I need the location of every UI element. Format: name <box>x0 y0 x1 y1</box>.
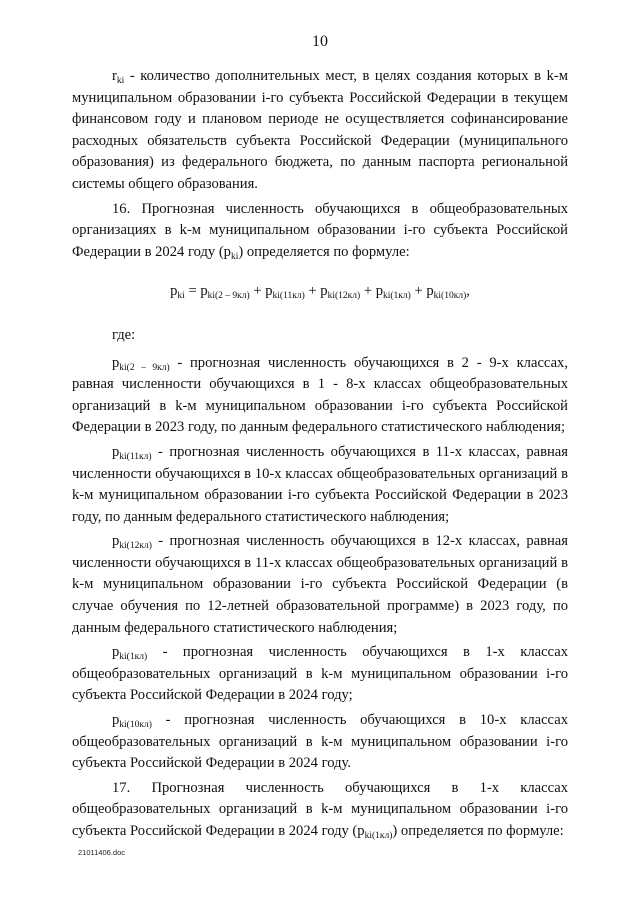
formula-end: , <box>466 283 470 300</box>
item-17-text-before: 17. Прогнозная численность обучающихся в 1-х классах общеобразовательных организаций в k-м муниципальном образовании i-го субъекта Российской Федерации в 2024 году (p <box>72 779 568 839</box>
def-p-ki-2-9 <box>72 353 568 439</box>
file-name-footer: 21011406.doc <box>78 848 125 857</box>
item-16-text-after: ) определяется по формуле: <box>238 243 410 260</box>
item-17-subscript: ki(1кл) <box>364 831 393 841</box>
item-17-text-after: ) определяется по формуле: <box>392 823 564 839</box>
def-subscript: ki(10кл) <box>119 720 152 731</box>
r-ki-subscript: ki <box>116 76 125 86</box>
def-p-ki-11 <box>72 442 568 528</box>
formula-lhs-subscript: ki <box>177 291 185 302</box>
item-16-paragraph <box>72 199 568 264</box>
formula-term-5-subscript: ki(10кл) <box>433 291 467 302</box>
formula-16 <box>72 281 568 303</box>
def-subscript: ki(2 – 9кл) <box>119 362 170 373</box>
def-text: - прогнозная численность обучающихся в 10-х классах общеобразовательных организаций в k-м муниципальном образовании i-го субъекта Российской Федерации в 2024 году. <box>72 712 568 772</box>
def-symbol: p <box>112 443 120 460</box>
def-text: - прогнозная численность обучающихся в 12-х классах, равная численности обучающихся в 11-х классах общеобразовательных организаций в k-м муниципальном образовании i-го субъекта Российской Федерации (в случае обучения по 12-летней образовательной программе) в 2023 году, по данным федерального статистического наблюдения; <box>72 533 568 636</box>
r-ki-definition <box>72 66 568 196</box>
def-symbol: p <box>112 533 120 550</box>
formula-term-3-subscript: ki(12кл) <box>327 291 361 302</box>
def-p-ki-1 <box>72 642 568 707</box>
formula-plus-4: + <box>410 283 427 300</box>
def-symbol: p <box>112 712 120 729</box>
formula-equals: = <box>184 283 201 300</box>
def-text: - прогнозная численность обучающихся в 1-х классах общеобразовательных организаций в k-м муниципальном образовании i-го субъекта Российской Федерации в 2024 году; <box>72 644 568 704</box>
r-ki-symbol: r <box>112 68 117 84</box>
formula-lhs: p <box>170 283 178 300</box>
def-p-ki-10 <box>72 710 568 775</box>
formula-term-3: p <box>320 283 328 300</box>
document-body <box>72 66 568 843</box>
formula-term-2-subscript: ki(11кл) <box>272 291 305 302</box>
formula-plus-2: + <box>304 283 321 300</box>
def-p-ki-12 <box>72 531 568 639</box>
page-number: 10 <box>312 33 328 50</box>
formula-term-5: p <box>426 283 434 300</box>
def-symbol: p <box>112 644 120 661</box>
def-symbol: p <box>112 354 120 371</box>
formula-plus-3: + <box>360 283 376 300</box>
where-label: где: <box>112 326 136 343</box>
item-16-subscript: ki <box>230 251 239 262</box>
def-text: - прогнозная численность обучающихся в 2 - 9-х классах, равная численности обучающихся в 1 - 8-х классах общеобразовательных организаций в k-м муниципальном образовании i-го субъекта Российской Федерации в 2023 году, по данным федерального статистического наблюдения; <box>72 354 568 436</box>
formula-term-4: p <box>375 283 383 300</box>
formula-term-1-subscript: ki(2 – 9кл) <box>207 291 250 302</box>
def-subscript: ki(11кл) <box>119 451 152 462</box>
item-17-paragraph <box>72 778 568 843</box>
def-subscript: ki(1кл) <box>119 652 148 663</box>
formula-plus-1: + <box>249 283 266 300</box>
formula-term-2: p <box>265 283 273 300</box>
def-subscript: ki(12кл) <box>119 541 152 552</box>
def-text: - прогнозная численность обучающихся в 11-х классах, равная численности обучающихся в 10-х классах общеобразовательных организаций в k-м муниципальном образовании i-го субъекта Российской Федерации в 2023 году, по данным федерального статистического наблюдения; <box>72 443 568 525</box>
formula-term-1: p <box>200 283 208 300</box>
item-16-text-before: 16. Прогнозная численность обучающихся в общеобразовательных организациях в k-м муниципальном образовании i-го субъекта Российской Федерации в 2024 году (p <box>72 200 568 260</box>
formula-term-4-subscript: ki(1кл) <box>383 291 411 302</box>
r-ki-text: - количество дополнительных мест, в целях создания которых в k-м муниципальном образовании i-го субъекта Российской Федерации в текущем финансовом году и плановом периоде не осуществляется софинансирование расходных обязательств субъекта Российской Федерации (муниципального образования) из федерального бюджета, по данным паспорта региональной системы общего образования. <box>72 68 568 192</box>
